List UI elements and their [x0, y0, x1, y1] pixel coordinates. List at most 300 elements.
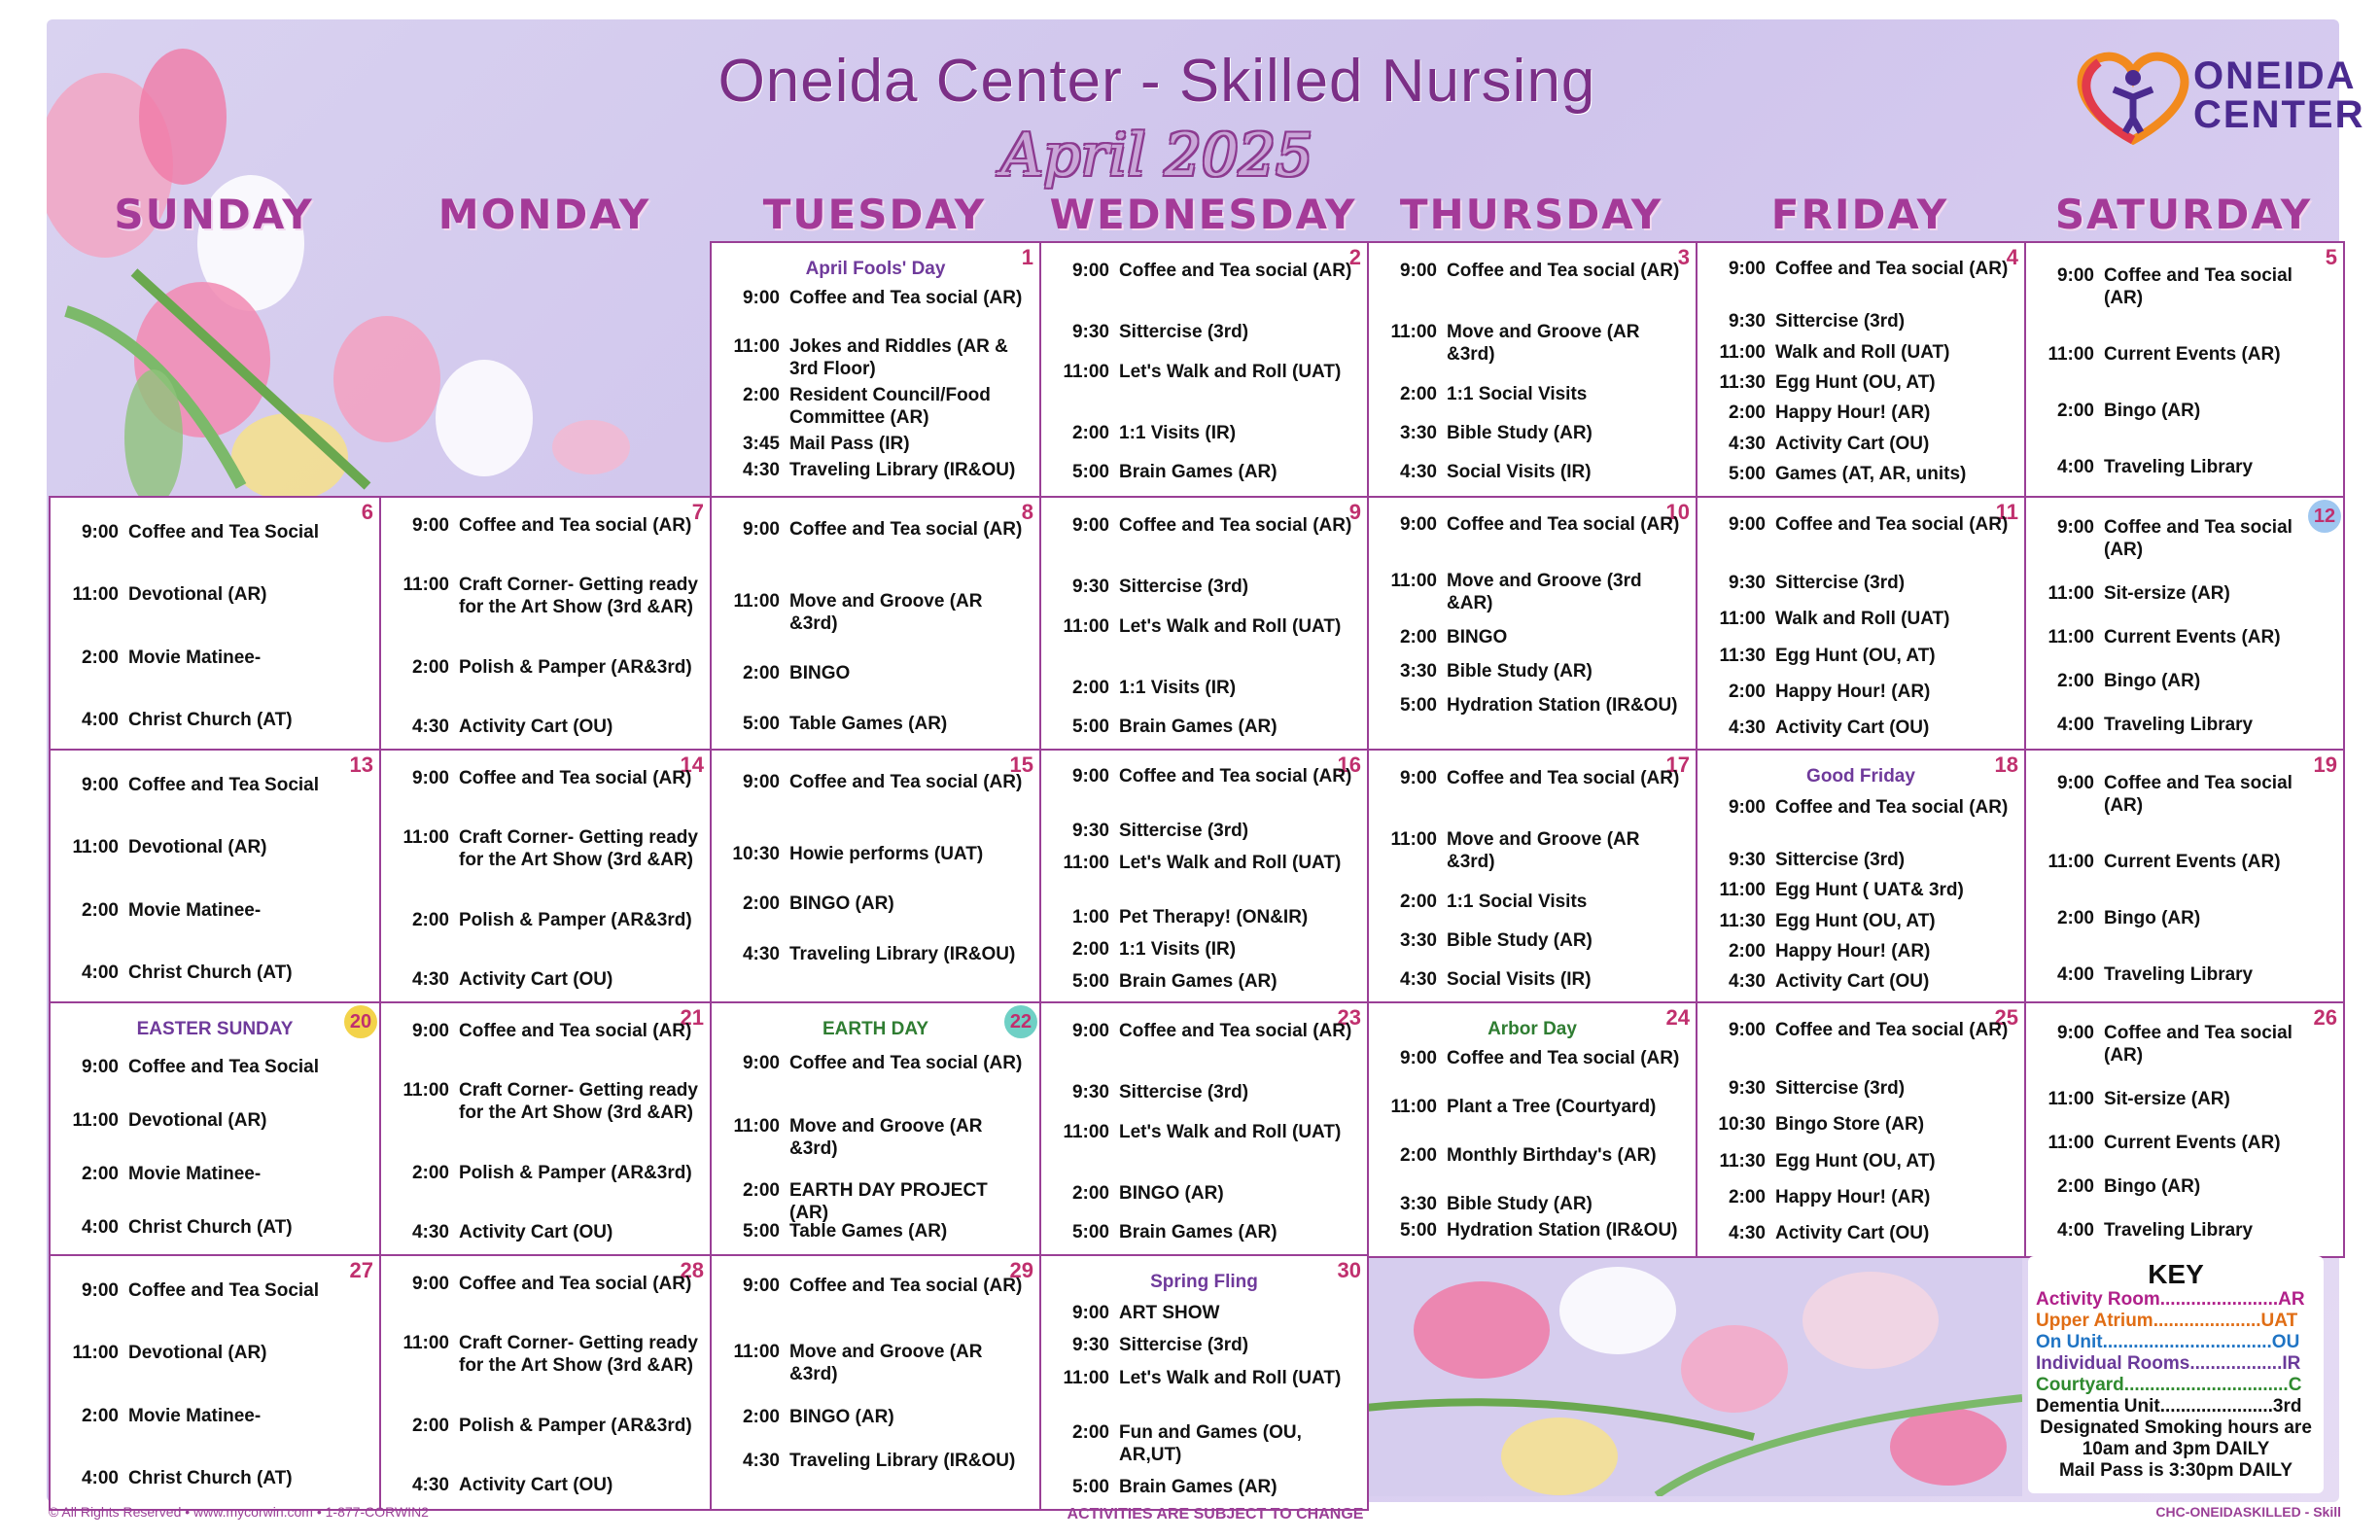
day-cell-30 [1039, 1254, 1369, 1511]
event-time: 2:00 [1399, 383, 1437, 404]
event-time: 5:00 [1399, 1220, 1437, 1242]
event-title: Egg Hunt (OU, AT) [1775, 645, 1936, 666]
event-time: 9:30 [1728, 1078, 1766, 1100]
event-title: Coffee and Tea Social [128, 1056, 320, 1077]
event-time: 9:00 [2056, 1022, 2094, 1043]
event-time: 11:00 [1390, 570, 1437, 591]
event-time: 9:00 [1399, 261, 1437, 282]
event-time: 11:00 [2048, 852, 2094, 873]
event-time: 2:00 [1728, 681, 1766, 702]
event-title: Let's Walk and Roll (UAT) [1119, 361, 1342, 382]
event-item [2036, 851, 2333, 873]
event-title: Move and Groove (AR &3rd) [789, 1116, 983, 1160]
event-title: Activity Cart (OU) [459, 717, 613, 738]
event-title: Coffee and Tea social (AR) [789, 1275, 1023, 1296]
event-title: Coffee and Tea social (AR) [2104, 516, 2292, 560]
event-title: ART SHOW [1119, 1303, 1220, 1324]
event-item [721, 892, 1030, 915]
event-time: 1:00 [1071, 907, 1109, 928]
event-title: Sittercise (3rd) [1119, 577, 1249, 598]
event-item [60, 1056, 369, 1078]
day-cell-16 [1039, 749, 1369, 1005]
event-item [60, 774, 369, 796]
event-time: 5:00 [1071, 716, 1109, 737]
month-title: April 2025 [1000, 122, 1313, 190]
event-item [1051, 1421, 1357, 1466]
event-time: 2:00 [1071, 1182, 1109, 1204]
day-number: 2 [1348, 245, 1361, 269]
event-title: Egg Hunt ( UAT& 3rd) [1775, 880, 1964, 901]
day-number: 22 [1004, 1005, 1037, 1038]
event-title: Polish & Pamper (AR&3rd) [459, 1415, 692, 1436]
day-number: 15 [1009, 752, 1033, 777]
event-item [2036, 670, 2333, 692]
event-time: 4:30 [1728, 1222, 1766, 1243]
event-time: 2:00 [1071, 422, 1109, 443]
event-time: 9:00 [742, 1275, 780, 1296]
event-time: 11:30 [1719, 372, 1766, 393]
event-item [1707, 402, 2014, 424]
event-title: Sittercise (3rd) [1775, 573, 1906, 594]
event-item [391, 1079, 700, 1124]
event-title: Move and Groove (AR &3rd) [1447, 322, 1640, 366]
holiday-label: EARTH DAY [822, 1019, 929, 1039]
day-cell-20 [49, 1001, 381, 1258]
event-item [721, 662, 1030, 684]
day-number: 7 [691, 500, 704, 524]
event-item [1707, 1186, 2014, 1208]
event-time: 4:30 [1728, 971, 1766, 993]
weekday-header-tuesday: TUESDAY [762, 191, 987, 238]
key-note: Mail Pass is 3:30pm DAILY [2058, 1460, 2293, 1481]
tulip-flowers-bottom-decoration [1365, 1252, 2022, 1496]
event-time: 5:00 [1728, 464, 1766, 485]
event-time: 9:00 [742, 288, 780, 309]
event-time: 11:00 [1063, 1367, 1109, 1388]
event-title: Polish & Pamper (AR&3rd) [459, 1162, 692, 1183]
event-title: Let's Walk and Roll (UAT) [1119, 853, 1342, 873]
event-title: Movie Matinee- [128, 647, 262, 668]
event-title: Polish & Pamper (AR&3rd) [459, 656, 692, 678]
day-cell-8 [710, 496, 1041, 752]
event-item [2036, 1132, 2333, 1154]
event-time: 2:00 [1399, 627, 1437, 648]
event-item [1051, 461, 1357, 483]
event-item [60, 583, 369, 606]
event-title: Mail Pass (IR) [789, 434, 910, 455]
event-item [1379, 767, 1686, 789]
event-title: Happy Hour! (AR) [1775, 402, 1931, 424]
day-number: 11 [1995, 500, 2018, 524]
day-number: 14 [680, 752, 704, 777]
event-item [391, 909, 700, 931]
event-item [2036, 1088, 2333, 1110]
day-cell-22 [710, 1001, 1041, 1258]
day-number: 24 [1665, 1005, 1690, 1030]
event-time: 2:00 [81, 1164, 119, 1185]
event-title: Coffee and Tea social (AR) [1119, 261, 1352, 282]
event-time: 5:00 [742, 1221, 780, 1242]
logo-text-oneida: ONEIDA [2193, 54, 2357, 97]
event-title: Craft Corner- Getting ready for the Art Show (3rd &AR) [459, 575, 698, 618]
day-number: 30 [1337, 1258, 1361, 1282]
event-time: 11:00 [1390, 322, 1437, 343]
event-item [721, 943, 1030, 965]
day-number: 28 [680, 1258, 704, 1282]
event-time: 9:00 [1728, 796, 1766, 818]
day-cell-5 [2024, 241, 2345, 498]
event-time: 11:00 [1063, 853, 1109, 873]
event-time: 11:00 [2048, 1133, 2094, 1153]
event-title: Plant a Tree (Courtyard) [1447, 1097, 1657, 1118]
event-item [721, 843, 1030, 865]
event-time: 9:30 [1071, 1082, 1109, 1103]
event-item [1707, 1077, 2014, 1100]
event-title: Christ Church (AT) [128, 1217, 293, 1239]
event-item [1707, 849, 2014, 871]
event-title: Coffee and Tea social (AR) [1119, 766, 1352, 787]
event-time: 9:00 [1071, 1021, 1109, 1042]
event-title: Christ Church (AT) [128, 1467, 293, 1488]
event-time: 10:30 [1718, 1114, 1766, 1136]
event-time: 9:00 [1399, 513, 1437, 535]
event-item [1707, 463, 2014, 485]
event-time: 2:00 [1071, 939, 1109, 960]
event-title: Craft Corner- Getting ready for the Art Show (3rd &AR) [459, 1080, 698, 1124]
day-cell-14 [379, 749, 712, 1005]
event-item [1707, 513, 2014, 536]
event-title: Sittercise (3rd) [1119, 1082, 1249, 1103]
day-number: 20 [344, 1005, 377, 1038]
event-title: Move and Groove (3rd &AR) [1447, 570, 1642, 613]
event-time: 3:30 [1399, 1194, 1437, 1215]
day-cell-18 [1696, 749, 2026, 1005]
day-number: 21 [680, 1005, 704, 1030]
event-time: 11:00 [2048, 344, 2094, 366]
event-title: Coffee and Tea social (AR) [2104, 1022, 2292, 1066]
event-item [2036, 456, 2333, 478]
event-title: BINGO (AR) [789, 1407, 894, 1428]
event-item [1051, 576, 1357, 598]
event-title: Sittercise (3rd) [1775, 1078, 1906, 1100]
event-time: 9:00 [2056, 773, 2094, 794]
event-title: 1:1 Social Visits [1447, 891, 1588, 912]
event-title: Coffee and Tea social (AR) [2104, 265, 2292, 309]
event-item [1051, 1367, 1357, 1389]
event-time: 5:00 [1071, 971, 1109, 992]
event-item [1707, 1019, 2014, 1041]
event-item [391, 1020, 700, 1042]
event-title: Traveling Library (IR&OU) [789, 460, 1016, 481]
event-title: Coffee and Tea social (AR) [789, 1052, 1023, 1073]
event-item [1051, 1302, 1357, 1324]
event-time: 11:30 [1719, 910, 1766, 931]
event-title: Let's Walk and Roll (UAT) [1119, 615, 1342, 637]
event-item [721, 518, 1030, 541]
event-time: 3:30 [1399, 929, 1437, 951]
event-title: Sittercise (3rd) [1119, 322, 1249, 343]
event-title: Egg Hunt (OU, AT) [1775, 910, 1936, 931]
legend-key-box [2028, 1256, 2324, 1493]
event-item [1379, 260, 1686, 282]
event-item [1051, 260, 1357, 282]
event-time: 4:30 [1399, 968, 1437, 990]
event-time: 2:00 [81, 1405, 119, 1426]
event-title: Devotional (AR) [128, 1109, 267, 1131]
holiday-label: EASTER SUNDAY [136, 1019, 294, 1039]
event-time: 9:00 [411, 1273, 449, 1294]
day-number: 23 [1337, 1005, 1361, 1030]
event-item [1707, 1222, 2014, 1244]
event-title: Brain Games (AR) [1119, 716, 1278, 737]
day-number: 9 [1348, 500, 1361, 524]
event-title: Hydration Station (IR&OU) [1447, 1220, 1678, 1242]
day-number: 4 [2006, 245, 2018, 269]
event-item [1707, 1113, 2014, 1136]
event-time: 2:00 [1071, 677, 1109, 698]
event-item [391, 1162, 700, 1184]
event-item [1051, 1121, 1357, 1143]
day-cell-26 [2024, 1001, 2345, 1258]
event-title: 1:1 Visits (IR) [1119, 939, 1237, 960]
event-item [1707, 940, 2014, 962]
event-time: 2:00 [411, 1415, 449, 1436]
event-title: Current Events (AR) [2104, 627, 2281, 648]
event-title: Movie Matinee- [128, 1164, 262, 1185]
event-time: 9:30 [1728, 311, 1766, 332]
key-rows [2036, 1289, 2316, 1482]
event-item [391, 826, 700, 871]
event-item [1051, 1020, 1357, 1042]
event-title: Monthly Birthday's (AR) [1447, 1145, 1657, 1167]
event-time: 5:00 [1071, 1221, 1109, 1242]
event-item [2036, 907, 2333, 929]
event-item [1379, 626, 1686, 648]
event-time: 11:00 [733, 336, 780, 358]
event-time: 4:30 [742, 460, 780, 481]
event-item [1707, 258, 2014, 280]
event-item [721, 1406, 1030, 1428]
event-title: Let's Walk and Roll (UAT) [1119, 1367, 1342, 1388]
event-time: 11:00 [402, 827, 449, 849]
event-title: Coffee and Tea social (AR) [1775, 796, 2009, 818]
event-title: BINGO [789, 663, 851, 684]
event-item [721, 433, 1030, 455]
event-item [1051, 1334, 1357, 1356]
event-item [721, 771, 1030, 793]
event-time: 4:00 [81, 962, 119, 983]
event-title: Coffee and Tea social (AR) [1775, 1020, 2009, 1041]
event-item [721, 1179, 1030, 1224]
event-time: 9:00 [742, 518, 780, 540]
event-item [1051, 906, 1357, 928]
event-time: 11:00 [733, 1341, 780, 1362]
event-title: Coffee and Tea social (AR) [789, 771, 1023, 792]
event-time: 2:00 [2056, 1176, 2094, 1198]
day-cell-25 [1696, 1001, 2026, 1258]
event-time: 9:00 [742, 1052, 780, 1073]
event-title: Sittercise (3rd) [1119, 1335, 1249, 1356]
event-title: Current Events (AR) [2104, 1133, 2281, 1153]
event-title: Pet Therapy! (ON&IR) [1119, 907, 1309, 928]
event-item [60, 1163, 369, 1185]
footer-code: CHC-ONEIDASKILLED - Skill [2155, 1504, 2341, 1520]
key-row: On Unit.................................OU [2036, 1332, 2300, 1352]
event-item [1051, 361, 1357, 383]
key-row: Individual Rooms..................IR [2036, 1353, 2301, 1374]
event-item [1379, 383, 1686, 405]
event-time: 11:00 [1390, 829, 1437, 851]
event-time: 9:30 [1071, 322, 1109, 343]
event-time: 11:00 [2048, 627, 2094, 648]
event-item [60, 1342, 369, 1364]
event-item [1379, 513, 1686, 536]
event-title: Sittercise (3rd) [1119, 821, 1249, 841]
event-item [1051, 1221, 1357, 1243]
event-title: Coffee and Tea Social [128, 1280, 320, 1302]
event-item [1379, 1144, 1686, 1167]
event-title: Brain Games (AR) [1119, 461, 1278, 482]
event-title: Coffee and Tea social (AR) [1119, 1021, 1352, 1042]
event-title: Coffee and Tea social (AR) [789, 288, 1023, 309]
event-time: 2:00 [742, 385, 780, 406]
day-cell-2 [1039, 241, 1369, 498]
event-item [2036, 963, 2333, 986]
event-title: Current Events (AR) [2104, 852, 2281, 873]
day-cell-1 [710, 241, 1041, 498]
event-time: 4:00 [81, 1217, 119, 1239]
event-title: 1:1 Social Visits [1447, 383, 1588, 404]
event-time: 4:00 [81, 1467, 119, 1488]
event-title: Activity Cart (OU) [1775, 1222, 1930, 1243]
key-row: Upper Atrium.....................UAT [2036, 1311, 2298, 1331]
event-title: Let's Walk and Roll (UAT) [1119, 1121, 1342, 1142]
event-time: 9:00 [2056, 516, 2094, 538]
event-item [1379, 1193, 1686, 1215]
event-item [2036, 626, 2333, 648]
event-title: Coffee and Tea social (AR) [1119, 515, 1352, 537]
event-item [721, 459, 1030, 481]
event-time: 9:00 [1728, 258, 1766, 279]
day-number: 25 [1994, 1005, 2018, 1030]
event-title: Sit-ersize (AR) [2104, 1088, 2230, 1109]
day-cell-13 [49, 749, 381, 1005]
event-title: Coffee and Tea social (AR) [1447, 768, 1680, 789]
event-item [60, 521, 369, 543]
event-item [60, 836, 369, 858]
event-item [1051, 820, 1357, 842]
day-cell-17 [1367, 749, 1698, 1005]
event-title: Bible Study (AR) [1447, 1194, 1592, 1215]
event-item [60, 1467, 369, 1489]
event-time: 9:30 [1071, 577, 1109, 598]
weekday-header-monday: MONDAY [438, 191, 651, 238]
event-time: 2:00 [742, 663, 780, 684]
event-time: 3:30 [1399, 661, 1437, 682]
day-number: 8 [1021, 500, 1033, 524]
event-item [1379, 321, 1686, 366]
event-title: Sittercise (3rd) [1775, 849, 1906, 870]
event-title: Howie performs (UAT) [789, 843, 984, 864]
day-cell-21 [379, 1001, 712, 1258]
event-time: 2:00 [1399, 891, 1437, 912]
day-cell-15 [710, 749, 1041, 1005]
event-item [721, 1341, 1030, 1385]
event-time: 9:00 [81, 522, 119, 543]
event-title: Activity Cart (OU) [459, 969, 613, 991]
event-time: 9:00 [411, 1020, 449, 1041]
event-item [2036, 343, 2333, 366]
event-item [391, 574, 700, 618]
day-cell-4 [1696, 241, 2026, 498]
event-item [1051, 1476, 1357, 1498]
day-cell-10 [1367, 496, 1698, 752]
day-cell-6 [49, 496, 381, 752]
event-item [1707, 572, 2014, 594]
day-number: 16 [1337, 752, 1361, 777]
event-time: 4:30 [411, 1222, 449, 1243]
event-title: Bingo (AR) [2104, 907, 2201, 928]
event-title: Movie Matinee- [128, 1405, 262, 1426]
event-item [2036, 1219, 2333, 1242]
day-cell-7 [379, 496, 712, 752]
event-item [1051, 677, 1357, 699]
key-row: Activity Room.......................AR [2036, 1289, 2305, 1310]
event-time: 4:30 [742, 1451, 780, 1472]
event-time: 2:00 [1728, 941, 1766, 962]
day-number: 18 [1994, 752, 2018, 777]
event-time: 4:00 [2056, 715, 2094, 736]
event-time: 9:30 [1728, 573, 1766, 594]
event-title: Activity Cart (OU) [1775, 971, 1930, 993]
event-title: Brain Games (AR) [1119, 1221, 1278, 1242]
weekday-header-thursday: THURSDAY [1399, 191, 1663, 238]
event-item [1379, 660, 1686, 682]
day-cell-19 [2024, 749, 2345, 1005]
day-cell-28 [379, 1254, 712, 1511]
key-title: KEY [2148, 1259, 2204, 1289]
event-time: 2:00 [1071, 1421, 1109, 1443]
event-item [721, 335, 1030, 380]
day-cell-23 [1039, 1001, 1369, 1258]
logo-text-center: CENTER [2193, 93, 2365, 136]
event-title: BINGO [1447, 627, 1508, 648]
day-number: 29 [1009, 1258, 1033, 1282]
event-time: 11:00 [2048, 1088, 2094, 1109]
event-title: BINGO (AR) [789, 893, 894, 915]
event-time: 2:00 [1728, 1186, 1766, 1208]
event-title: Traveling Library [2104, 456, 2254, 477]
day-cell-3 [1367, 241, 1698, 498]
weekday-header-sunday: SUNDAY [114, 191, 314, 238]
event-time: 11:00 [1063, 361, 1109, 382]
event-title: Brain Games (AR) [1119, 1476, 1278, 1497]
event-title: Coffee and Tea social (AR) [1447, 513, 1680, 535]
event-item [1379, 1047, 1686, 1069]
event-item [391, 1415, 700, 1437]
day-number: 13 [349, 752, 373, 777]
event-item [1051, 938, 1357, 961]
event-title: 1:1 Visits (IR) [1119, 422, 1237, 443]
event-time: 4:30 [1728, 717, 1766, 738]
event-time: 2:00 [2056, 671, 2094, 692]
holiday-label: Arbor Day [1488, 1019, 1577, 1039]
event-time: 9:00 [1728, 514, 1766, 536]
event-item [1379, 1096, 1686, 1118]
event-item [721, 1220, 1030, 1242]
event-time: 5:00 [742, 713, 780, 734]
event-title: Bible Study (AR) [1447, 929, 1592, 951]
